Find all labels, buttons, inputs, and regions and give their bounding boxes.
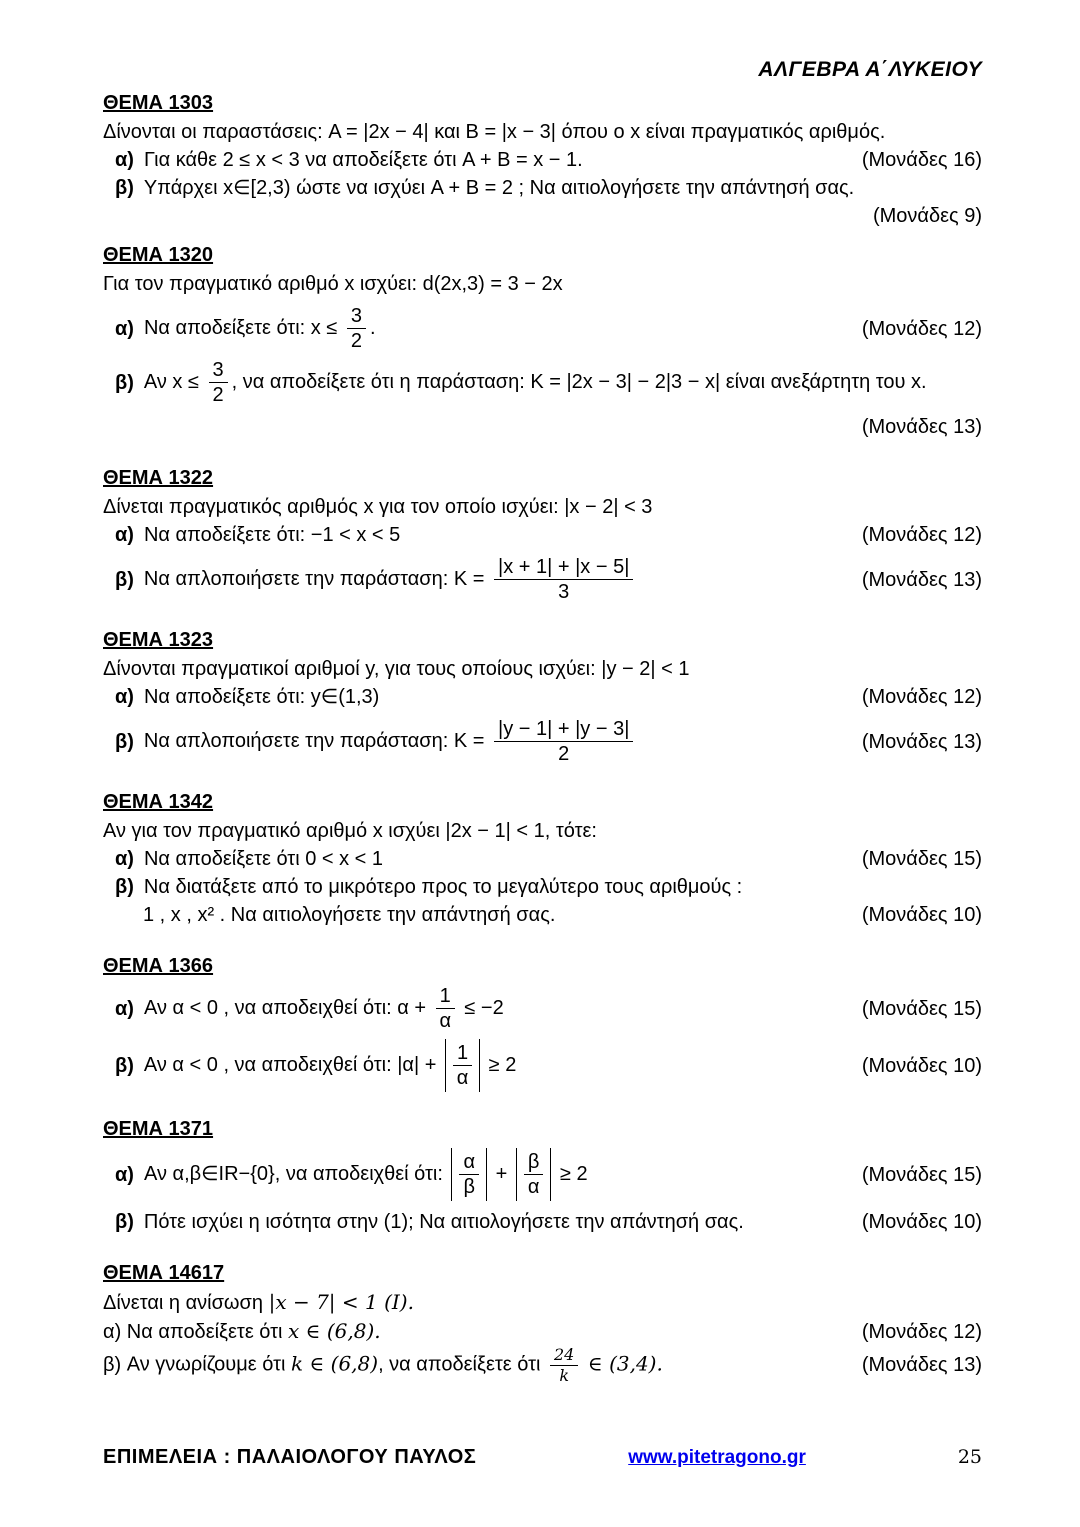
absolute-value-bars: [516, 1148, 552, 1201]
part-label: β): [115, 371, 134, 394]
part-label: β): [103, 1354, 122, 1377]
fraction-denominator: α: [527, 1176, 540, 1198]
points-label: (Μονάδες 13): [861, 568, 982, 591]
part-label: β): [115, 876, 134, 898]
part-text: [127, 1317, 848, 1346]
points-label: (Μονάδες 12): [861, 1320, 982, 1343]
problem-intro: [103, 118, 982, 146]
theme-section-1323: [103, 629, 982, 765]
part-text: Πότε ισχύει η ισότητα στην (1); Να αιτιολογήσετε την απάντησή σας.: [143, 1211, 744, 1233]
part-text: [144, 556, 848, 603]
part-text: Να διατάξετε από το μικρότερο προς το μεγαλύτερο τους αριθμούς :: [143, 876, 743, 898]
fraction-numerator: 1: [453, 1042, 472, 1066]
points-label: (Μονάδες 15): [861, 848, 982, 870]
part-label: α): [115, 524, 134, 546]
points-label: (Μονάδες 13): [861, 730, 982, 753]
part-b: [103, 1039, 982, 1092]
fraction: [209, 359, 228, 406]
part-a: [103, 1317, 982, 1346]
fraction-denominator: β: [463, 1176, 476, 1198]
intro-text: Αν για τον πραγματικό αριθμό x ισχύει |2x − 1| < 1, τότε:: [103, 820, 597, 842]
fraction-numerator: 3: [347, 305, 366, 329]
math-text: ≤ −2: [464, 996, 504, 1019]
intro-text: [103, 1288, 982, 1317]
math-text: Αν α,β∈IR−{0}, να αποδειχθεί ότι:: [143, 1162, 443, 1185]
problem-intro: [103, 270, 982, 298]
part-text: [144, 1039, 848, 1092]
math-text: ∈ (3,4).: [587, 1351, 663, 1376]
part-a: [103, 305, 982, 352]
fraction-numerator: |x + 1| + |x − 5|: [494, 556, 633, 580]
intro-text: Δίνεται πραγματικός αριθμός x για τον οποίο ισχύει: |x − 2| < 3: [103, 496, 653, 518]
points-label: (Μονάδες 13): [861, 416, 982, 438]
problem-intro: [103, 817, 982, 845]
math-text: ≥ 2: [559, 1162, 588, 1185]
theme-section-1371: [103, 1118, 982, 1236]
fraction-numerator: 1: [436, 985, 455, 1009]
fraction-denominator: α: [456, 1067, 469, 1089]
fraction-denominator: 3: [558, 581, 570, 603]
points-label: (Μονάδες 12): [861, 317, 982, 340]
part-text: Να αποδείξετε ότι 0 < x < 1: [143, 848, 384, 870]
page-title: ΑΛΓΕΒΡΑ Α΄ΛΥΚΕΙΟΥ: [758, 58, 982, 81]
footer-editor: ΕΠΙΜΕΛΕΙΑ : ΠΑΛΑΙΟΛΟΓΟΥ ΠΑΥΛΟΣ: [103, 1446, 477, 1468]
part-label: β): [115, 568, 134, 591]
math-text: |x − 7| < 1 (I).: [268, 1290, 414, 1314]
part-label: β): [115, 1211, 134, 1233]
theme-title: ΘΕΜΑ 1366: [103, 955, 214, 977]
fraction: [550, 1346, 578, 1384]
math-text: , να αποδείξετε ότι: [378, 1353, 541, 1376]
part-text: Για κάθε 2 ≤ x < 3 να αποδείξετε ότι A + B = x − 1.: [143, 149, 583, 171]
fraction-numerator: 3: [209, 359, 228, 383]
part-b: [103, 174, 982, 202]
part-label: β): [115, 1054, 134, 1077]
fraction: [459, 1151, 479, 1198]
intro-text: Δίνονται οι παραστάσεις: A = |2x − 4| και B = |x − 3| όπου ο x είναι πραγματικός αριθμός.: [103, 121, 886, 143]
theme-title: ΘΕΜΑ 14617: [103, 1262, 225, 1284]
problem-intro: [103, 493, 982, 521]
theme-section-1366: [103, 955, 982, 1092]
fraction: [453, 1042, 472, 1089]
theme-section-14617: [103, 1262, 982, 1384]
fraction-numerator: α: [459, 1151, 479, 1175]
points-label: (Μονάδες 9): [872, 205, 982, 227]
intro-text: Για τον πραγματικό αριθμό x ισχύει: d(2x,3) = 3 − 2x: [103, 273, 563, 295]
part-text: [144, 359, 982, 406]
part-b: [103, 1346, 982, 1384]
points-label: (Μονάδες 10): [861, 1054, 982, 1077]
theme-section-1342: [103, 791, 982, 929]
math-text: .: [370, 316, 376, 339]
points-label: (Μονάδες 16): [861, 149, 982, 171]
part-b: [103, 718, 982, 765]
math-text: k ∈ (6,8): [291, 1351, 379, 1376]
math-text: +: [495, 1162, 508, 1185]
fraction: [494, 556, 633, 603]
part-label: α): [115, 317, 134, 340]
part-text: 1 , x , x² . Να αιτιολογήσετε την απάντησή σας.: [143, 904, 556, 926]
part-label: α): [103, 1320, 122, 1343]
math-text: Να απλοποιήσετε την παράσταση: K =: [143, 567, 485, 590]
part-label: α): [115, 1163, 134, 1186]
problem-intro: [103, 655, 982, 683]
intro-pre: Δίνεται η ανίσωση: [103, 1292, 264, 1314]
fraction-denominator: 2: [558, 743, 570, 765]
part-a: [103, 845, 982, 873]
part-text: Να αποδείξετε ότι: −1 < x < 5: [143, 524, 401, 546]
theme-title: ΘΕΜΑ 1342: [103, 791, 214, 813]
points-label: (Μονάδες 10): [861, 1211, 982, 1233]
part-a: [103, 985, 982, 1032]
part-b: [103, 1208, 982, 1236]
math-text: Να αποδείξετε ότι: x ≤: [143, 316, 338, 339]
math-text: Να αποδείξετε ότι: [126, 1321, 283, 1343]
math-text: Να απλοποιήσετε την παράσταση: K =: [143, 729, 485, 752]
math-text: , να αποδείξετε ότι η παράσταση: K = |2x − 3| − 2|3 − x| είναι ανεξάρτητη του x.: [231, 370, 927, 393]
fraction-denominator: 2: [212, 384, 224, 406]
fraction-numerator: 24: [550, 1346, 578, 1366]
fraction-denominator: α: [439, 1010, 452, 1032]
part-text: [144, 1148, 848, 1201]
part-label: β): [115, 177, 134, 199]
points-label: (Μονάδες 13): [861, 1354, 982, 1377]
math-text: Αν x ≤: [143, 370, 199, 393]
math-text: ≥ 2: [488, 1053, 517, 1076]
points-label: (Μονάδες 15): [861, 1163, 982, 1186]
footer-link[interactable]: www.pitetragono.gr: [628, 1447, 806, 1468]
points-label: (Μονάδες 15): [861, 997, 982, 1020]
theme-section-1322: [103, 467, 982, 603]
absolute-value-bars: [451, 1148, 487, 1201]
theme-section-1303: [103, 92, 982, 230]
absolute-value-bars: [445, 1039, 480, 1092]
problem-intro: [103, 1288, 982, 1317]
fraction-denominator: k: [559, 1365, 570, 1385]
part-text: [144, 718, 848, 765]
part-b: [103, 556, 982, 603]
math-text: Αν γνωρίζουμε ότι: [126, 1353, 286, 1376]
theme-title: ΘΕΜΑ 1371: [103, 1118, 214, 1140]
page-number: 25: [957, 1446, 982, 1468]
points-label: (Μονάδες 10): [861, 904, 982, 926]
part-a: [103, 521, 982, 549]
part-a: [103, 683, 982, 711]
part-a: [103, 146, 982, 174]
theme-title: ΘΕΜΑ 1322: [103, 467, 214, 489]
fraction: [347, 305, 366, 352]
part-label: α): [115, 848, 134, 870]
math-text: x ∈ (6,8).: [288, 1319, 381, 1343]
theme-title: ΘΕΜΑ 1320: [103, 244, 214, 266]
math-text: Αν α < 0 , να αποδειχθεί ότι: |α| +: [143, 1053, 437, 1076]
part-text: Να αποδείξετε ότι: y∈(1,3): [143, 686, 380, 708]
math-text: Αν α < 0 , να αποδειχθεί ότι: α +: [143, 996, 427, 1019]
part-a: [103, 1148, 982, 1201]
part-text: [127, 1346, 848, 1384]
fraction-numerator: β: [524, 1151, 544, 1175]
fraction-denominator: 2: [350, 330, 362, 352]
theme-title: ΘΕΜΑ 1323: [103, 629, 214, 651]
part-text: Υπάρχει x∈[2,3) ώστε να ισχύει A + B = 2 ; Να αιτιολογήσετε την απάντησή σας.: [143, 177, 855, 199]
intro-text: Δίνονται πραγματικοί αριθμοί y, για τους οποίους ισχύει: |y − 2| < 1: [103, 658, 690, 680]
theme-section-1320: [103, 244, 982, 441]
points-label: (Μονάδες 12): [861, 524, 982, 546]
fraction: [494, 718, 633, 765]
page-footer: [103, 1446, 982, 1469]
theme-title: ΘΕΜΑ 1303: [103, 92, 214, 114]
part-label: α): [115, 997, 134, 1020]
part-b-continuation: [103, 901, 982, 929]
part-label: α): [115, 686, 134, 708]
fraction: [524, 1151, 544, 1198]
part-text: [144, 305, 848, 352]
part-label: β): [115, 730, 134, 753]
fraction-numerator: |y − 1| + |y − 3|: [494, 718, 633, 742]
part-text: [144, 985, 848, 1032]
part-label: α): [115, 149, 134, 171]
part-b: [103, 359, 982, 406]
part-b: [103, 873, 982, 901]
fraction: [436, 985, 455, 1032]
points-label: (Μονάδες 12): [861, 686, 982, 708]
